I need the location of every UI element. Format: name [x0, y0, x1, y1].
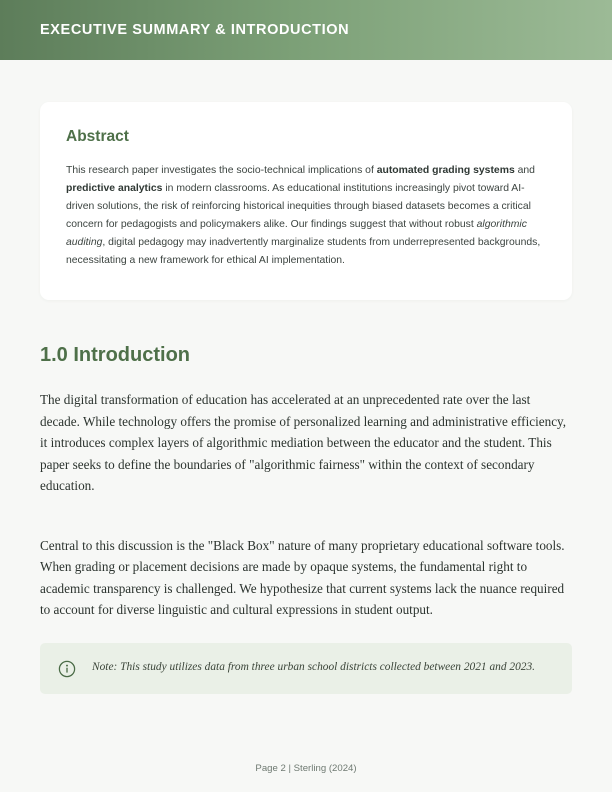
page-footer-text: Page 2 | Sterling (2024): [255, 763, 357, 774]
note-callout-text: Note: This study utilizes data from three urban school districts collected between 2021 and 2023.: [92, 660, 536, 673]
page-footer: [0, 758, 612, 776]
page-content: [0, 102, 612, 694]
body-paragraph: Central to this discussion is the "Black Box" nature of many proprietary educational software tools. When grading or placement decisions are made by opaque systems, the fundamental right to academic transparency is challenged. We hypothesize that current systems lack the nuance required to account for diverse linguistic and cultural expressions in student output.: [40, 537, 565, 618]
info-circle-icon: [58, 660, 76, 678]
body-paragraph: The digital transformation of education has accelerated at an unprecedented rate over the last decade. While technology offers the promise of personalized learning and administrative efficiency, it introduces complex layers of algorithmic mediation between the educator and the student. This paper seeks to define the boundaries of "algorithmic fairness" within the context of secondary education.: [40, 392, 567, 494]
abstract-text-run-3: in modern classrooms. As educational institutions increasingly pivot toward AI-driven solutions, the risk of reinforcing historical inequities through biased datasets becomes a critical concern for pedagogists and policymakers alike. Our findings suggest that without robust: [66, 183, 531, 230]
section-heading-introduction: 1.0 Introduction: [40, 344, 190, 366]
abstract-body-text: [66, 162, 546, 270]
abstract-text-run-1: This research paper investigates the socio-technical implications of: [66, 165, 377, 176]
note-callout: [40, 643, 572, 694]
page-header-title: EXECUTIVE SUMMARY & INTRODUCTION: [40, 22, 350, 38]
abstract-text-run-2: and: [514, 165, 535, 176]
abstract-text-run-4: , digital pedagogy may inadvertently marginalize students from underrepresented backgrounds, necessitating a new framework for ethical AI implementation.: [66, 237, 541, 266]
abstract-bold-term-2: predictive analytics: [66, 183, 163, 194]
abstract-heading: Abstract: [66, 128, 129, 145]
abstract-bold-term-1: automated grading systems: [376, 165, 515, 176]
abstract-card: [40, 102, 572, 300]
abstract-italic-term-1: algorithmic auditing: [66, 219, 527, 248]
page-header-banner: [0, 0, 612, 60]
